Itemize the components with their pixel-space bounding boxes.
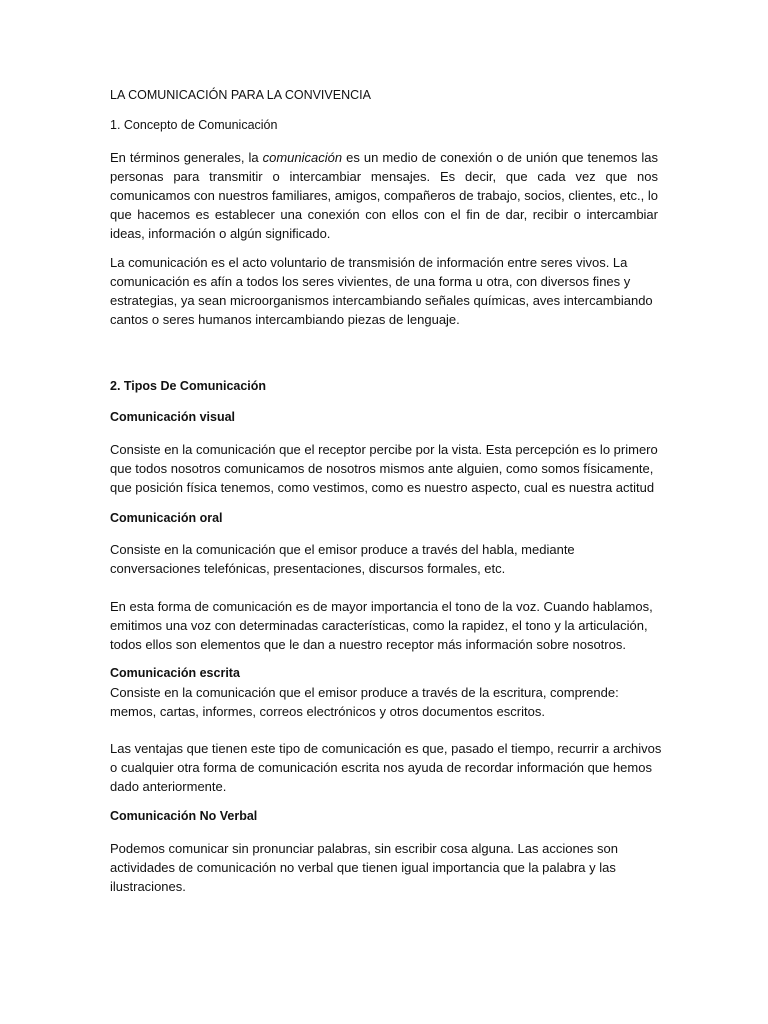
paragraph-line: ideas, información o algún significado. [110,226,331,241]
paragraph-line: Consiste en la comunicación que el emisor produce a través del habla, mediante [110,542,575,557]
paragraph-line: que hacemos es establecer una conexión con ellos con el fin de dar, recibir o intercambiar [110,207,658,222]
subheading-escrita: Comunicación escrita [110,666,240,680]
section-heading-concepto: 1. Concepto de Comunicación [110,118,278,132]
paragraph-line: todos ellos son elementos que le dan a nuestro receptor más información sobre nosotros. [110,637,626,652]
document-title: LA COMUNICACIÓN PARA LA CONVIVENCIA [110,88,371,102]
paragraph-line: La comunicación es el acto voluntario de transmisión de información entre seres vivos. La [110,255,628,270]
paragraph-line: Consiste en la comunicación que el receptor percibe por la vista. Esta percepción es lo primero [110,442,658,457]
paragraph-line: dado anteriormente. [110,779,227,794]
paragraph-line: Las ventajas que tienen este tipo de comunicación es que, pasado el tiempo, recurrir a archivos [110,741,662,756]
paragraph-line: emitimos una voz con determinadas características, como la rapidez, el tono y la articulación, [110,618,648,633]
section-heading-tipos: 2. Tipos De Comunicación [110,379,267,393]
subheading-no-verbal: Comunicación No Verbal [110,809,258,823]
paragraph-line: comunicación es afín a todos los seres vivientes, de una forma u otra, con diversos fines y [110,274,631,289]
paragraph-line: En esta forma de comunicación es de mayor importancia el tono de la voz. Cuando hablamos, [110,599,653,614]
paragraph-line: personas para transmitir o intercambiar mensajes. Es decir, que cada vez que nos [110,169,658,184]
paragraph-line: cantos o seres humanos intercambiando piezas de lenguaje. [110,312,460,327]
subheading-oral: Comunicación oral [110,511,223,525]
paragraph-line: ilustraciones. [110,879,186,894]
paragraph-line: o cualquier otra forma de comunicación escrita nos ayuda de recordar información que hemos [110,760,652,775]
paragraph-line: estrategias, ya sean microorganismos intercambiando señales químicas, aves intercambiando [110,293,653,308]
paragraph-line: que todos nosotros comunicamos de nosotros mismos ante alguien, como somos físicamente, [110,461,654,476]
paragraph-line: En términos generales, la comunicación es un medio de conexión o de unión que tenemos las [110,150,658,165]
paragraph-line: actividades de comunicación no verbal que tienen igual importancia que la palabra y las [110,860,616,875]
subheading-visual: Comunicación visual [110,410,236,424]
paragraph-line: que posición física tenemos, como vestimos, como es nuestro aspecto, cual es nuestra actitud [110,480,655,495]
paragraph-line: conversaciones telefónicas, presentaciones, discursos formales, etc. [110,561,506,576]
paragraph-line: comunicamos con nuestros familiares, amigos, compañeros de trabajo, socios, clientes, etc., lo [110,188,658,203]
paragraph-line: memos, cartas, informes, correos electrónicos y otros documentos escritos. [110,704,545,719]
paragraph-line: Consiste en la comunicación que el emisor produce a través de la escritura, comprende: [110,685,619,700]
emphasized-term: comunicación [262,150,343,165]
paragraph-line: Podemos comunicar sin pronunciar palabras, sin escribir cosa alguna. Las acciones son [110,841,618,856]
